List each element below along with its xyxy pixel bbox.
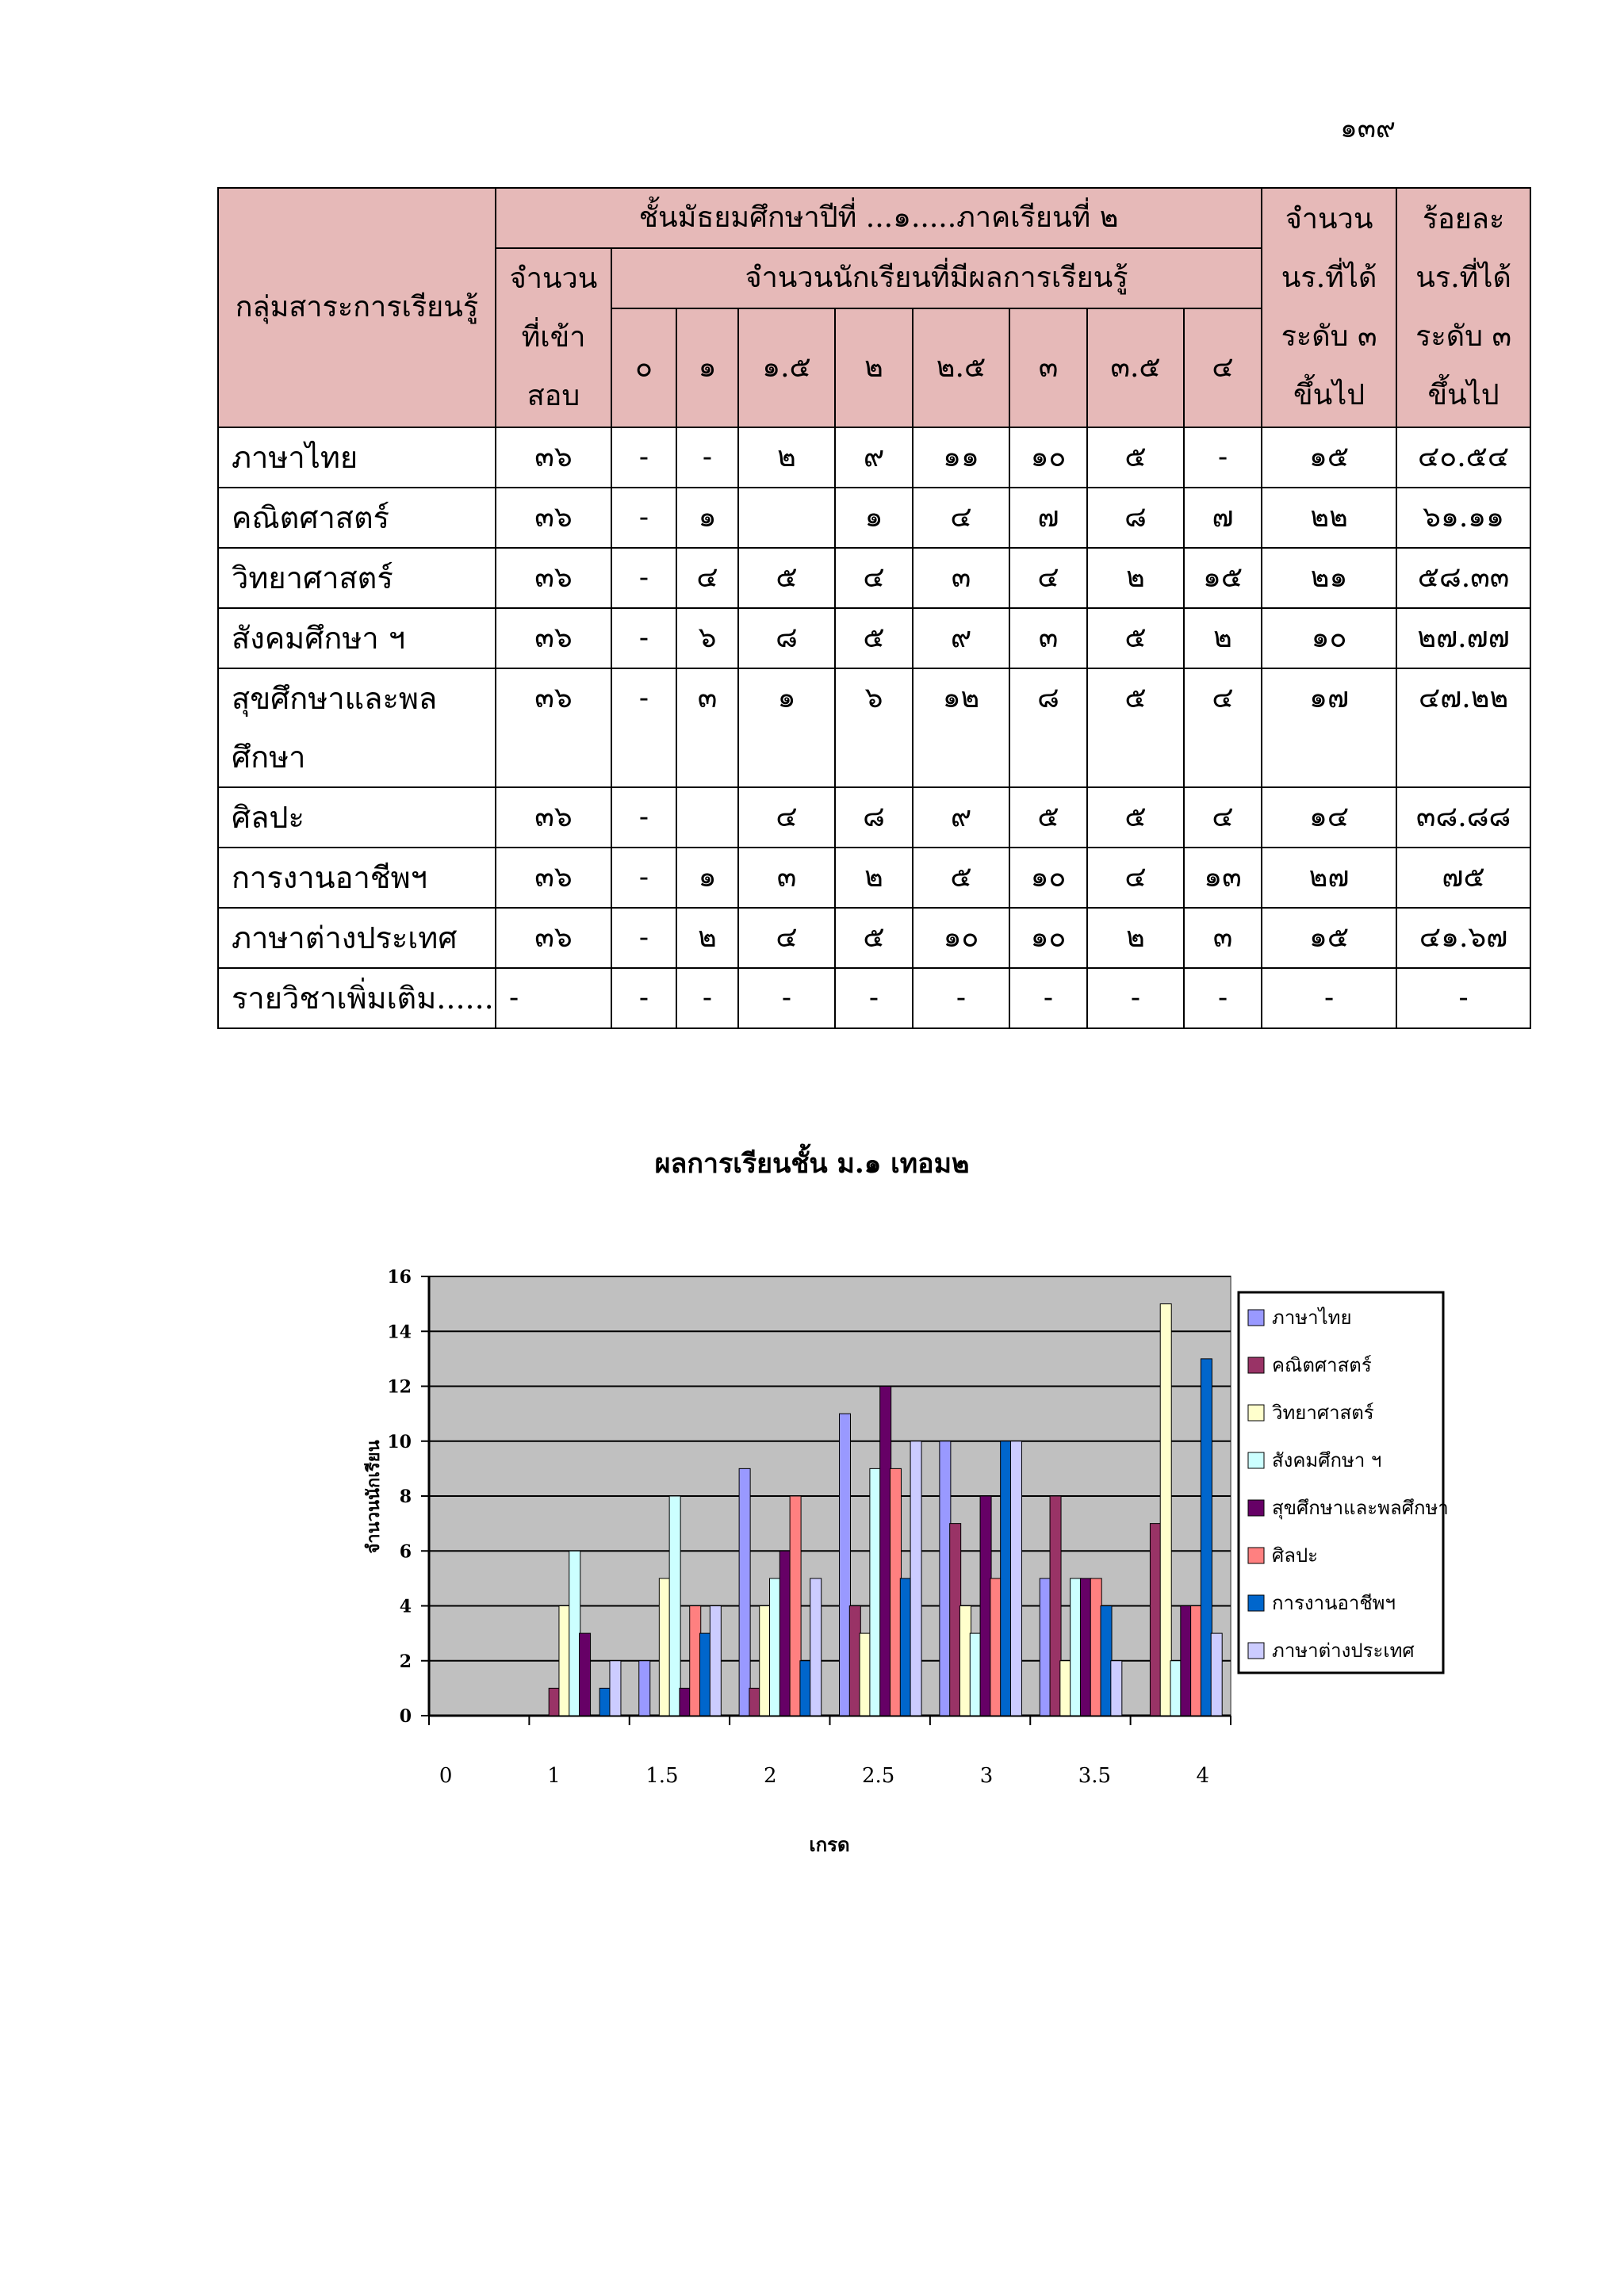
grade-level-header: ๑.๕ bbox=[738, 308, 835, 427]
value-cell: ๑๐ bbox=[1262, 608, 1396, 668]
value-cell: ๒ bbox=[1087, 908, 1184, 968]
value-cell: ๑ bbox=[676, 488, 738, 548]
y-tick-label: 14 bbox=[387, 1322, 412, 1343]
value-cell: ๒ bbox=[676, 908, 738, 968]
legend-swatch bbox=[1248, 1405, 1264, 1421]
bar bbox=[950, 1524, 961, 1716]
value-cell: ๓๖ bbox=[496, 787, 611, 848]
x-tick-label: 1 bbox=[547, 1764, 561, 1788]
value-cell: ๑๕ bbox=[1184, 548, 1262, 608]
legend-label: คณิตศาสตร์ bbox=[1272, 1354, 1372, 1376]
value-cell: ๗ bbox=[1184, 488, 1262, 548]
value-cell: ๕ bbox=[1087, 608, 1184, 668]
value-cell: ๔๑.๖๗ bbox=[1396, 908, 1530, 968]
bar bbox=[940, 1441, 951, 1716]
bar bbox=[1181, 1606, 1192, 1716]
value-cell: ๓๖ bbox=[496, 908, 611, 968]
value-cell: ๔ bbox=[738, 908, 835, 968]
value-cell: ๒๗.๗๗ bbox=[1396, 608, 1530, 668]
bar bbox=[779, 1551, 791, 1716]
value-cell: - bbox=[1262, 968, 1396, 1028]
value-cell: ๔ bbox=[676, 548, 738, 608]
bar bbox=[700, 1633, 711, 1716]
y-tick-label: 8 bbox=[399, 1487, 412, 1507]
value-cell: ๓๖ bbox=[496, 488, 611, 548]
legend bbox=[1239, 1292, 1443, 1673]
bar bbox=[1160, 1304, 1171, 1716]
value-cell: ๓ bbox=[913, 548, 1009, 608]
value-cell: - bbox=[611, 427, 676, 488]
x-tick-label: 1.5 bbox=[645, 1764, 679, 1788]
value-cell: ๖๑.๑๑ bbox=[1396, 488, 1530, 548]
count-header: จำนวน ที่เข้า สอบ bbox=[496, 248, 611, 427]
value-cell: ๓ bbox=[676, 668, 738, 787]
value-cell: ๓ bbox=[1009, 608, 1087, 668]
x-tick-label: 3.5 bbox=[1078, 1764, 1112, 1788]
grade-level-header: ๓ bbox=[1009, 308, 1087, 427]
value-cell: - bbox=[676, 968, 738, 1028]
bar bbox=[549, 1688, 560, 1716]
bar bbox=[1101, 1606, 1112, 1716]
value-cell: ๑๗ bbox=[1262, 668, 1396, 787]
value-cell: ๑๐ bbox=[1009, 848, 1087, 908]
bar bbox=[970, 1633, 981, 1716]
value-cell: ๕ bbox=[1087, 427, 1184, 488]
result-header: จำนวนนักเรียนที่มีผลการเรียนรู้ bbox=[611, 248, 1262, 308]
value-cell: ๘ bbox=[1087, 488, 1184, 548]
bar bbox=[870, 1468, 881, 1716]
pass-percent-header: ร้อยละ นร.ที่ได้ ระดับ ๓ ขึ้นไป bbox=[1396, 188, 1530, 427]
value-cell: ๕ bbox=[913, 848, 1009, 908]
bar bbox=[760, 1606, 771, 1716]
bar bbox=[1001, 1441, 1012, 1716]
y-axis-label: จำนวนนักเรียน bbox=[363, 1440, 384, 1554]
bar bbox=[890, 1468, 901, 1716]
legend-swatch bbox=[1248, 1595, 1264, 1611]
bar bbox=[599, 1688, 611, 1716]
legend-label: สุขศึกษาและพลศึกษา bbox=[1272, 1497, 1449, 1519]
value-cell: ๑๐ bbox=[1009, 908, 1087, 968]
bar bbox=[1010, 1441, 1021, 1716]
value-cell: ๕ bbox=[1009, 787, 1087, 848]
level-header: ชั้นมัธยมศึกษาปีที่ ...๑.....ภาคเรียนที่ ๒ bbox=[496, 188, 1262, 248]
value-cell: - bbox=[1009, 968, 1087, 1028]
value-cell: ๔ bbox=[1184, 668, 1262, 787]
y-tick-label: 10 bbox=[387, 1431, 412, 1452]
value-cell: ๓๖ bbox=[496, 668, 611, 787]
legend-label: ภาษาต่างประเทศ bbox=[1272, 1640, 1415, 1662]
bar bbox=[910, 1441, 921, 1716]
grade-level-header: ๓.๕ bbox=[1087, 308, 1184, 427]
x-tick-label: 0 bbox=[439, 1764, 453, 1788]
bar bbox=[790, 1496, 801, 1716]
subject-header: กลุ่มสาระการเรียนรู้ bbox=[218, 188, 496, 427]
bar bbox=[1040, 1578, 1051, 1716]
value-cell: ๒ bbox=[835, 848, 913, 908]
value-cell: ๒ bbox=[738, 427, 835, 488]
value-cell: ๒ bbox=[1087, 548, 1184, 608]
value-cell: ๓๖ bbox=[496, 427, 611, 488]
legend-label: สังคมศึกษา ฯ bbox=[1272, 1449, 1382, 1471]
value-cell: ๑๔ bbox=[1262, 787, 1396, 848]
legend-label: ภาษาไทย bbox=[1272, 1307, 1352, 1329]
value-cell: ๙ bbox=[835, 427, 913, 488]
grade-level-header: ๔ bbox=[1184, 308, 1262, 427]
x-axis-label: เกรด bbox=[809, 1833, 850, 1856]
y-tick-label: 2 bbox=[399, 1651, 412, 1672]
subject-cell: การงานอาชีพฯ bbox=[218, 848, 496, 908]
bar bbox=[639, 1661, 650, 1716]
bar bbox=[739, 1468, 750, 1716]
value-cell: ๖ bbox=[676, 608, 738, 668]
legend-swatch bbox=[1248, 1548, 1264, 1563]
bar bbox=[749, 1688, 760, 1716]
legend-label: ศิลปะ bbox=[1272, 1544, 1319, 1567]
bar bbox=[980, 1496, 991, 1716]
value-cell: ๕ bbox=[1087, 787, 1184, 848]
pass-count-header: จำนวน นร.ที่ได้ ระดับ ๓ ขึ้นไป bbox=[1262, 188, 1396, 427]
bar bbox=[900, 1578, 911, 1716]
value-cell: ๔ bbox=[1087, 848, 1184, 908]
bar bbox=[800, 1661, 811, 1716]
bar bbox=[849, 1606, 860, 1716]
value-cell: ๙ bbox=[913, 608, 1009, 668]
bar bbox=[1211, 1633, 1222, 1716]
value-cell: ๕ bbox=[1087, 668, 1184, 787]
bar bbox=[569, 1551, 580, 1716]
bar bbox=[1191, 1606, 1202, 1716]
value-cell: ๓๘.๘๘ bbox=[1396, 787, 1530, 848]
value-cell: ๘ bbox=[835, 787, 913, 848]
bar bbox=[659, 1578, 670, 1716]
value-cell: ๑ bbox=[676, 848, 738, 908]
x-tick-label: 4 bbox=[1196, 1764, 1210, 1788]
value-cell: - bbox=[611, 968, 676, 1028]
y-tick-label: 12 bbox=[387, 1376, 412, 1398]
value-cell: - bbox=[611, 608, 676, 668]
bar bbox=[1071, 1578, 1082, 1716]
value-cell: ๘ bbox=[1009, 668, 1087, 787]
value-cell: ๖ bbox=[835, 668, 913, 787]
subject-cell: วิทยาศาสตร์ bbox=[218, 548, 496, 608]
value-cell: - bbox=[1396, 968, 1530, 1028]
value-cell: - bbox=[913, 968, 1009, 1028]
bar bbox=[559, 1606, 570, 1716]
value-cell: - bbox=[611, 488, 676, 548]
value-cell: - bbox=[738, 968, 835, 1028]
value-cell: ๑๒ bbox=[913, 668, 1009, 787]
value-cell: - bbox=[835, 968, 913, 1028]
x-tick-label: 3 bbox=[979, 1764, 994, 1788]
bar bbox=[959, 1606, 971, 1716]
value-cell: - bbox=[1184, 427, 1262, 488]
value-cell: ๓๖ bbox=[496, 608, 611, 668]
bar bbox=[990, 1578, 1002, 1716]
bar bbox=[810, 1578, 822, 1716]
bar bbox=[710, 1606, 721, 1716]
value-cell: ๕ bbox=[738, 548, 835, 608]
subject-cell: รายวิชาเพิ่มเติม...... bbox=[218, 968, 496, 1028]
grade-level-header: ๒.๕ bbox=[913, 308, 1009, 427]
value-cell: ๕ bbox=[835, 608, 913, 668]
value-cell: ๕๘.๓๓ bbox=[1396, 548, 1530, 608]
bar bbox=[1060, 1661, 1071, 1716]
value-cell: ๒๒ bbox=[1262, 488, 1396, 548]
value-cell: ๓ bbox=[1184, 908, 1262, 968]
value-cell: ๕ bbox=[835, 908, 913, 968]
bar bbox=[1111, 1661, 1122, 1716]
bar bbox=[580, 1633, 591, 1716]
subject-cell: สุขศึกษาและพล ศึกษา bbox=[218, 668, 496, 787]
grade-level-header: ๐ bbox=[611, 308, 676, 427]
value-cell: - bbox=[676, 427, 738, 488]
y-tick-label: 0 bbox=[399, 1706, 412, 1727]
bar bbox=[770, 1578, 781, 1716]
bar bbox=[1170, 1661, 1182, 1716]
subject-cell: คณิตศาสตร์ bbox=[218, 488, 496, 548]
value-cell: ๑ bbox=[835, 488, 913, 548]
value-cell: ๔๗.๒๒ bbox=[1396, 668, 1530, 787]
legend-swatch bbox=[1248, 1310, 1264, 1326]
value-cell: ๔ bbox=[1009, 548, 1087, 608]
bar bbox=[1090, 1578, 1101, 1716]
value-cell: ๙ bbox=[913, 787, 1009, 848]
x-tick-label: 2 bbox=[764, 1764, 777, 1788]
value-cell: ๑๕ bbox=[1262, 427, 1396, 488]
y-tick-label: 16 bbox=[387, 1267, 412, 1288]
grade-level-header: ๒ bbox=[835, 308, 913, 427]
subject-cell: ภาษาไทย bbox=[218, 427, 496, 488]
legend-swatch bbox=[1248, 1643, 1264, 1659]
y-tick-label: 4 bbox=[399, 1596, 412, 1617]
bar bbox=[1150, 1524, 1161, 1716]
value-cell: ๒๗ bbox=[1262, 848, 1396, 908]
legend-swatch bbox=[1248, 1500, 1264, 1516]
legend-swatch bbox=[1248, 1357, 1264, 1373]
value-cell: ๑๐ bbox=[913, 908, 1009, 968]
value-cell: ๗๕ bbox=[1396, 848, 1530, 908]
subject-cell: ภาษาต่างประเทศ bbox=[218, 908, 496, 968]
bar bbox=[680, 1688, 691, 1716]
value-cell: - bbox=[611, 787, 676, 848]
value-cell: ๑๕ bbox=[1262, 908, 1396, 968]
value-cell: ๔ bbox=[913, 488, 1009, 548]
subject-cell: สังคมศึกษา ฯ bbox=[218, 608, 496, 668]
value-cell: ๑๑ bbox=[913, 427, 1009, 488]
bar bbox=[1050, 1496, 1061, 1716]
value-cell: - bbox=[496, 968, 611, 1028]
value-cell: ๔ bbox=[738, 787, 835, 848]
x-tick-label: 2.5 bbox=[862, 1764, 895, 1788]
subject-cell: ศิลปะ bbox=[218, 787, 496, 848]
value-cell: - bbox=[611, 548, 676, 608]
value-cell: ๓ bbox=[738, 848, 835, 908]
bar bbox=[669, 1496, 680, 1716]
value-cell: ๒ bbox=[1184, 608, 1262, 668]
value-cell: ๓๖ bbox=[496, 548, 611, 608]
value-cell: ๗ bbox=[1009, 488, 1087, 548]
value-cell: ๔ bbox=[835, 548, 913, 608]
value-cell: ๔ bbox=[1184, 787, 1262, 848]
value-cell: - bbox=[611, 668, 676, 787]
bar bbox=[1201, 1359, 1212, 1716]
page-number: ๑๓๙ bbox=[1340, 113, 1396, 144]
bar bbox=[610, 1661, 621, 1716]
value-cell: - bbox=[1184, 968, 1262, 1028]
bar bbox=[860, 1633, 871, 1716]
legend-swatch bbox=[1248, 1452, 1264, 1468]
value-cell: - bbox=[1087, 968, 1184, 1028]
grade-level-header: ๑ bbox=[676, 308, 738, 427]
value-cell: ๑ bbox=[738, 668, 835, 787]
value-cell: ๘ bbox=[738, 608, 835, 668]
value-cell: ๒๑ bbox=[1262, 548, 1396, 608]
bar bbox=[880, 1387, 891, 1716]
value-cell: ๑๐ bbox=[1009, 427, 1087, 488]
legend-label: วิทยาศาสตร์ bbox=[1272, 1402, 1374, 1424]
y-tick-label: 6 bbox=[399, 1541, 412, 1563]
bar bbox=[840, 1414, 851, 1716]
value-cell: ๓๖ bbox=[496, 848, 611, 908]
bar bbox=[1080, 1578, 1091, 1716]
chart-title: ผลการเรียนชั้น ม.๑ เทอม๒ bbox=[654, 1148, 970, 1180]
value-cell: - bbox=[611, 848, 676, 908]
value-cell: ๑๓ bbox=[1184, 848, 1262, 908]
value-cell: - bbox=[611, 908, 676, 968]
bar bbox=[690, 1606, 701, 1716]
legend-label: การงานอาชีพฯ bbox=[1272, 1592, 1396, 1614]
value-cell: ๔๐.๕๔ bbox=[1396, 427, 1530, 488]
